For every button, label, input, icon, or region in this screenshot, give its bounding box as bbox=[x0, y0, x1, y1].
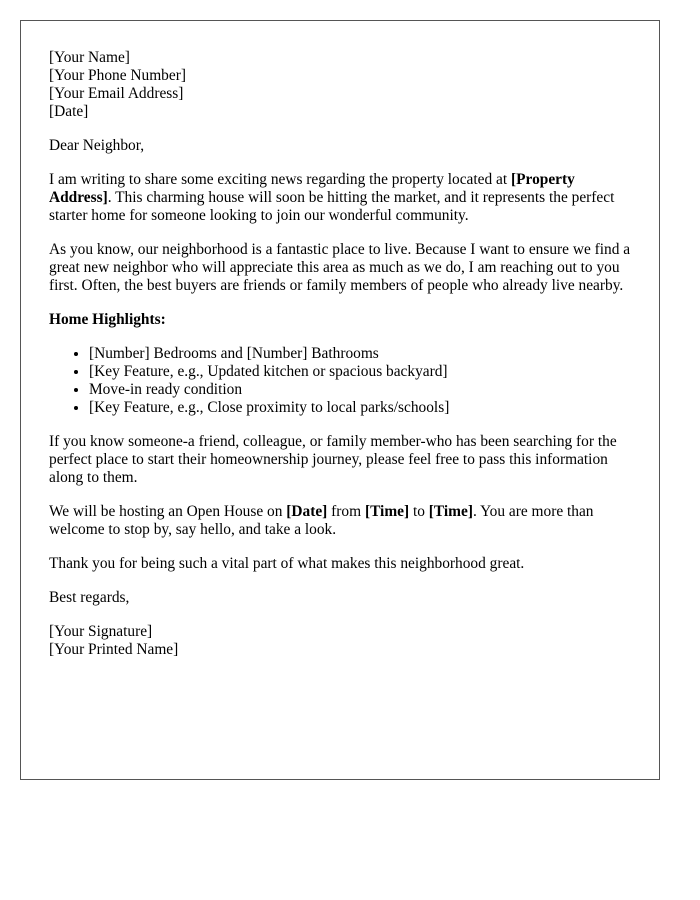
open-house-text-d: . You are more than welcome to stop by, say hello, and take a look. bbox=[49, 503, 594, 538]
open-house-text-a: We will be hosting an Open House on bbox=[49, 503, 287, 520]
intro-paragraph bbox=[49, 171, 631, 225]
list-item: • Move-in ready condition bbox=[89, 381, 631, 399]
printed-name: [Your Printed Name] bbox=[49, 641, 179, 658]
open-house-date: [Date] bbox=[286, 503, 328, 520]
property-address: [Property Address] bbox=[49, 171, 575, 206]
sender-email: [Your Email Address] bbox=[49, 85, 184, 102]
open-house-paragraph bbox=[49, 503, 631, 539]
intro-text-c: . This charming house will soon be hitting the market, and it represents the perfect starter home for someone looking to join our wonderful community. bbox=[49, 189, 615, 224]
referral-paragraph: If you know someone-a friend, colleague, or family member-who has been searching for the perfect place to start their homeownership journey, please feel free to pass this information along to them. bbox=[49, 433, 617, 486]
sender-block bbox=[49, 49, 631, 121]
closing: Best regards, bbox=[49, 589, 130, 606]
salutation: Dear Neighbor, bbox=[49, 137, 145, 154]
list-item: • [Key Feature, e.g., Updated kitchen or spacious backyard] bbox=[89, 363, 631, 381]
open-house-start-time: [Time] bbox=[364, 503, 410, 520]
intro-text-a: I am writing to share some exciting news regarding the property located at bbox=[49, 171, 511, 188]
highlights-heading: Home Highlights: bbox=[49, 311, 166, 328]
sender-name: [Your Name] bbox=[49, 49, 130, 66]
sender-phone: [Your Phone Number] bbox=[49, 67, 186, 84]
list-item: • [Number] Bedrooms and [Number] Bathrooms bbox=[89, 345, 631, 363]
thanks-paragraph: Thank you for being such a vital part of what makes this neighborhood great. bbox=[49, 555, 525, 572]
open-house-text-c: to bbox=[409, 503, 429, 520]
signature-block bbox=[49, 623, 631, 659]
open-house-text-b: from bbox=[327, 503, 365, 520]
open-house-end-time: [Time] bbox=[428, 503, 473, 520]
highlights-list bbox=[49, 345, 631, 417]
signature: [Your Signature] bbox=[49, 623, 153, 640]
sender-date: [Date] bbox=[49, 103, 89, 120]
letter-page bbox=[20, 20, 660, 780]
neighborhood-paragraph: As you know, our neighborhood is a fantastic place to live. Because I want to ensure we find a great new neighbor who will appreciate this area as much as we do, I am reaching out to you first. Often, the best buyers are friends or family members of people who already live nearby. bbox=[49, 241, 631, 294]
list-item: • [Key Feature, e.g., Close proximity to local parks/schools] bbox=[89, 399, 631, 417]
